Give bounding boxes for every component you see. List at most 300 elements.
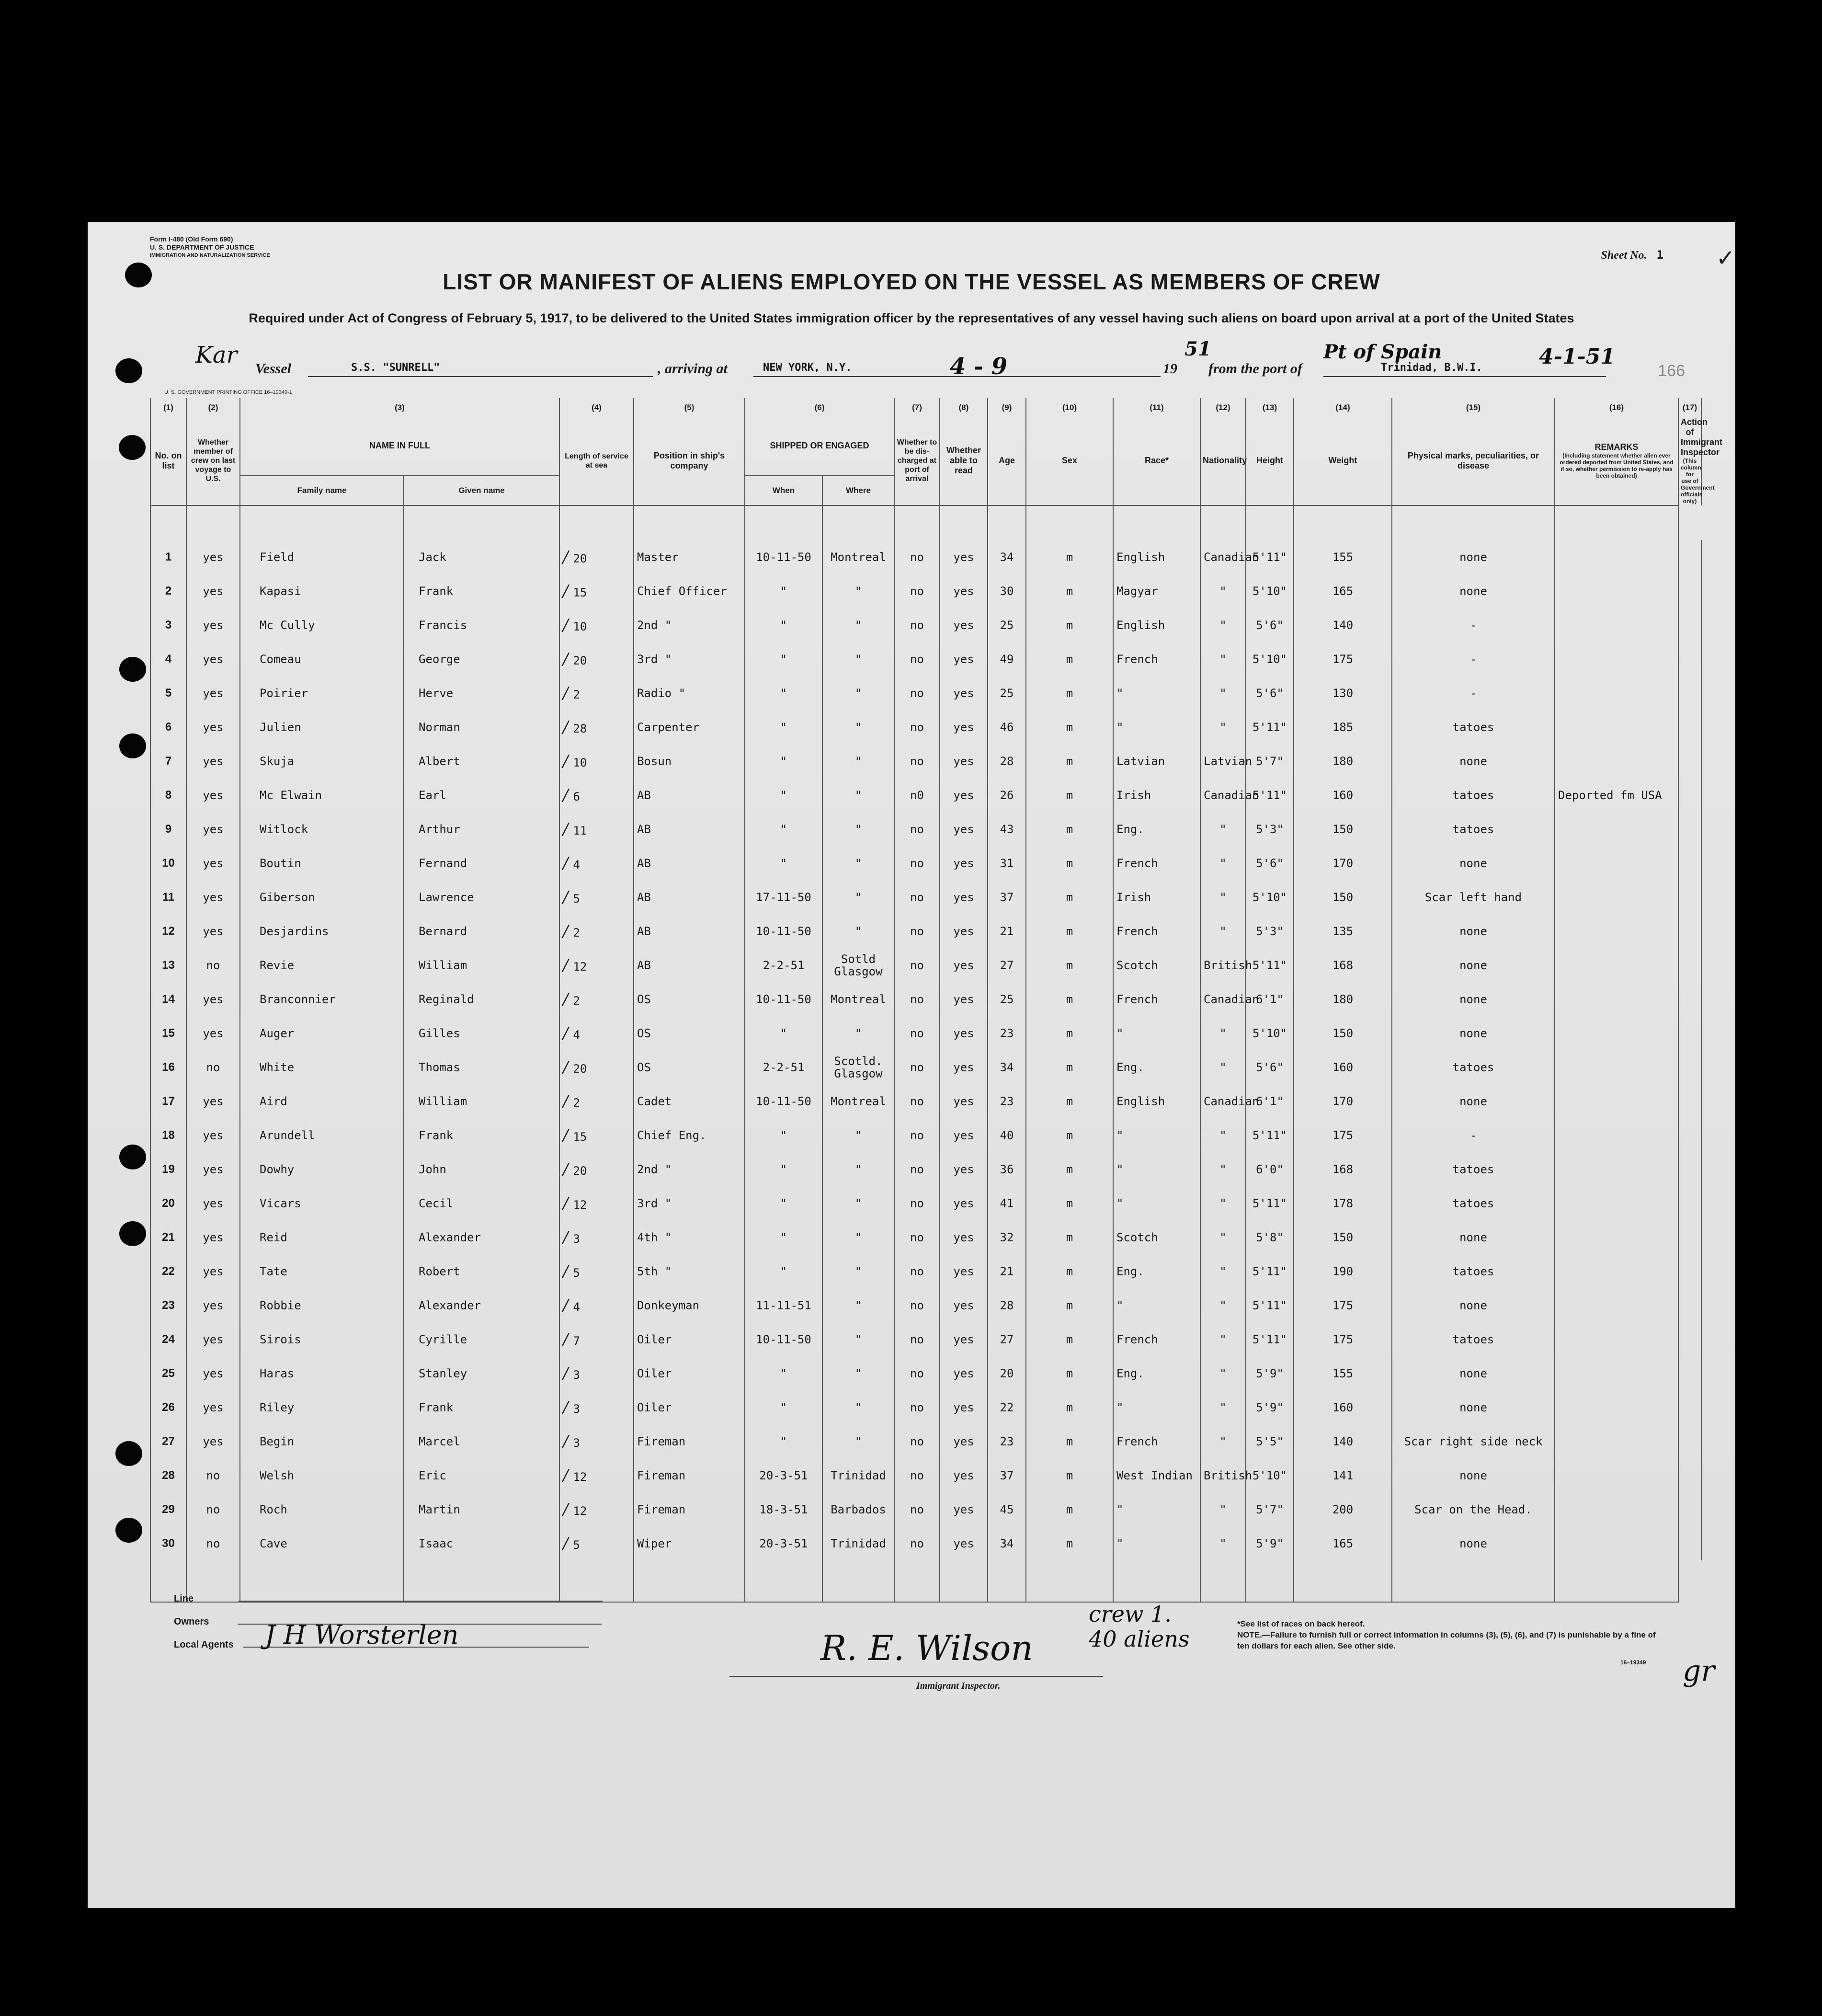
header-discharged: Whether to be dis-charged at port of arrival [894,416,940,505]
height: 5'10" [1246,1458,1294,1492]
given-name: Arthur [404,812,559,846]
age: 27 [988,1322,1026,1356]
age: 46 [988,710,1026,744]
race: " [1113,1186,1200,1220]
crew-row [150,540,1701,574]
header-whether-member: Whether member of crew on last voyage to U.S. [186,416,240,505]
position: 2nd " [634,608,745,642]
tick-mark-icon: / [563,1125,569,1145]
able-to-read: yes [940,1526,988,1560]
inspector-action [1678,948,1701,982]
crew-row [150,1016,1701,1050]
inspector-action [1678,1390,1701,1424]
nationality: " [1200,1050,1246,1084]
able-to-read: yes [940,1118,988,1152]
inspector-action [1678,1492,1701,1526]
tick-mark-icon: / [563,989,569,1009]
remarks [1555,540,1678,574]
service-years: 3 [573,1232,580,1246]
shipped-where: " [822,642,894,676]
family-name: Mc Cully [240,608,404,642]
shipped-where: " [822,1220,894,1254]
column-numbers-row [150,398,1701,416]
col-num: (5) [634,398,745,416]
remarks [1555,1084,1678,1118]
physical-marks: - [1392,642,1555,676]
service-years: 12 [573,960,587,974]
form-reference: 16–19349 [1620,1659,1646,1666]
given-name: John [404,1152,559,1186]
crew-row [150,1390,1701,1424]
inspector-action [1678,1118,1701,1152]
service-length [559,812,634,846]
remarks [1555,1016,1678,1050]
physical-marks: none [1392,1390,1555,1424]
able-to-read: yes [940,1186,988,1220]
shipped-where: Trinidad [822,1458,894,1492]
able-to-read: yes [940,1424,988,1458]
arriving-label: , arriving at [658,361,728,377]
height: 5'11" [1246,1254,1294,1288]
weight: 168 [1294,1152,1392,1186]
document-subtitle: Required under Act of Congress of February 5, 1917, to be delivered to the United States immigration officer by the representatives of any vessel having such aliens on board upon arrival at a port of the United States [249,311,1574,325]
position: Radio " [634,676,745,710]
discharged: no [894,812,940,846]
service-years: 3 [573,1368,580,1382]
sex: m [1026,778,1113,812]
remarks [1555,948,1678,982]
nationality: British [1200,948,1246,982]
crew-row [150,1322,1701,1356]
crew-member-last-voyage: no [186,948,240,982]
physical-marks: none [1392,1458,1555,1492]
shipped-when: " [745,846,822,880]
tick-mark-icon: / [563,1091,569,1111]
tick-mark-icon: / [563,1432,569,1451]
year-handwritten: 51 [1184,338,1211,360]
crew-member-last-voyage: yes [186,710,240,744]
weight: 170 [1294,1084,1392,1118]
shipped-when: 10-11-50 [745,1322,822,1356]
service-years: 28 [573,722,587,735]
nationality: " [1200,880,1246,914]
discharged: no [894,1288,940,1322]
shipped-when: 10-11-50 [745,1084,822,1118]
weight: 155 [1294,1356,1392,1390]
shipped-where: " [822,676,894,710]
shipped-when: " [745,1118,822,1152]
height: 5'5" [1246,1424,1294,1458]
document-title: LIST OR MANIFEST OF ALIENS EMPLOYED ON THE VESSEL AS MEMBERS OF CREW [443,269,1380,294]
nationality: " [1200,1424,1246,1458]
weight: 140 [1294,608,1392,642]
port-handwritten: Pt of Spain [1323,341,1442,363]
inspector-action [1678,914,1701,948]
shipped-when: 17-11-50 [745,880,822,914]
discharged: no [894,1220,940,1254]
age: 20 [988,1356,1026,1390]
able-to-read: yes [940,744,988,778]
header-height: Height [1246,416,1294,505]
service-length [559,1220,634,1254]
service-length [559,1084,634,1118]
age: 25 [988,676,1026,710]
height: 5'11" [1246,1288,1294,1322]
nationality: " [1200,1186,1246,1220]
row-number: 2 [150,574,186,608]
crew-row [150,1050,1701,1084]
weight: 178 [1294,1186,1392,1220]
tick-mark-icon: / [563,887,569,907]
weight: 150 [1294,1220,1392,1254]
weight: 130 [1294,676,1392,710]
height: 5'6" [1246,1050,1294,1084]
height: 5'10" [1246,642,1294,676]
given-name: Frank [404,1390,559,1424]
tick-mark-icon: / [563,853,569,873]
crew-member-last-voyage: no [186,1492,240,1526]
position: Fireman [634,1492,745,1526]
col-num: (10) [1026,398,1113,416]
position: AB [634,812,745,846]
shipped-when: " [745,1186,822,1220]
shipped-where: " [822,608,894,642]
crew-row [150,574,1701,608]
remarks [1555,1050,1678,1084]
position: AB [634,846,745,880]
tick-mark-icon: / [563,955,569,975]
shipped-where: " [822,1152,894,1186]
crew-member-last-voyage: yes [186,1288,240,1322]
inspector-action [1678,880,1701,914]
shipped-when: 20-3-51 [745,1458,822,1492]
crew-member-last-voyage: yes [186,880,240,914]
height: 5'3" [1246,914,1294,948]
year-prefix: 19 [1163,361,1177,377]
remarks [1555,1254,1678,1288]
nationality: " [1200,1390,1246,1424]
position: Chief Officer [634,574,745,608]
discharged: no [894,574,940,608]
discharged: no [894,710,940,744]
given-name: Albert [404,744,559,778]
able-to-read: yes [940,914,988,948]
shipped-where: " [822,1390,894,1424]
age: 34 [988,540,1026,574]
service-years: 2 [573,994,580,1008]
physical-marks: Scar left hand [1392,880,1555,914]
age: 34 [988,1526,1026,1560]
race: " [1113,1526,1200,1560]
family-name: Auger [240,1016,404,1050]
crew-row [150,1492,1701,1526]
shipped-where: " [822,574,894,608]
col-num: (1) [150,398,186,416]
service-years: 7 [573,1334,580,1348]
given-name: Francis [404,608,559,642]
action-note: (This column for use of Government officials only) [1681,458,1715,504]
tick-mark-icon: / [563,1534,569,1553]
sex: m [1026,948,1113,982]
able-to-read: yes [940,608,988,642]
row-number: 20 [150,1186,186,1220]
inspector-action [1678,982,1701,1016]
physical-marks: - [1392,1118,1555,1152]
family-name: Riley [240,1390,404,1424]
race: West Indian [1113,1458,1200,1492]
weight: 150 [1294,812,1392,846]
crew-member-last-voyage: yes [186,1152,240,1186]
nationality: " [1200,812,1246,846]
header-no-on-list: No. on list [150,416,186,505]
service-years: 12 [573,1470,587,1484]
given-name: Alexander [404,1288,559,1322]
shipped-where: " [822,1254,894,1288]
remarks [1555,1424,1678,1458]
punch-hole [115,1441,142,1466]
race: Eng. [1113,812,1200,846]
penalty-note: NOTE.—Failure to furnish full or correct information in columns (3), (5), (6), and (7) is punishable by a fine of ten dollars for each alien. See other side. [1237,1630,1656,1650]
physical-marks: tatoes [1392,1186,1555,1220]
discharged: no [894,846,940,880]
service-years: 4 [573,858,580,871]
col-num: (13) [1246,398,1294,416]
race: " [1113,1118,1200,1152]
col-num: (17) [1678,398,1701,416]
race: French [1113,1424,1200,1458]
age: 41 [988,1186,1026,1220]
able-to-read: yes [940,1152,988,1186]
sex: m [1026,914,1113,948]
crew-row [150,778,1701,812]
header-length-service: Length of service at sea [559,416,634,505]
crew-manifest-table [150,398,1723,1603]
tick-mark-icon: / [563,649,569,669]
col-num: (6) [745,398,894,416]
weight: 168 [1294,948,1392,982]
shipped-where: " [822,1016,894,1050]
position: OS [634,1050,745,1084]
family-name: Desjardins [240,914,404,948]
family-name: Haras [240,1356,404,1390]
shipped-where: " [822,1288,894,1322]
able-to-read: yes [940,1220,988,1254]
family-name: Tate [240,1254,404,1288]
sex: m [1026,1390,1113,1424]
remarks [1555,1492,1678,1526]
race: " [1113,710,1200,744]
service-length [559,1356,634,1390]
col-num: (9) [988,398,1026,416]
shipped-when: " [745,676,822,710]
family-name: Skuja [240,744,404,778]
sex: m [1026,1186,1113,1220]
given-name: George [404,642,559,676]
race: Latvian [1113,744,1200,778]
physical-marks: none [1392,540,1555,574]
position: Chief Eng. [634,1118,745,1152]
shipped-where: Montreal [822,540,894,574]
discharged: no [894,1254,940,1288]
given-name: Cyrille [404,1322,559,1356]
crew-row [150,982,1701,1016]
family-name: Arundell [240,1118,404,1152]
inspector-action [1678,710,1701,744]
race: " [1113,1390,1200,1424]
age: 25 [988,608,1026,642]
col-num: (11) [1113,398,1200,416]
age: 21 [988,1254,1026,1288]
race: Eng. [1113,1254,1200,1288]
service-length [559,1288,634,1322]
header-row [150,416,1701,476]
race: " [1113,1492,1200,1526]
family-name: Comeau [240,642,404,676]
weight: 140 [1294,1424,1392,1458]
given-name: Thomas [404,1050,559,1084]
position: 3rd " [634,1186,745,1220]
shipped-where: Montreal [822,1084,894,1118]
able-to-read: yes [940,948,988,982]
shipped-when: " [745,642,822,676]
family-name: Aird [240,1084,404,1118]
able-to-read: yes [940,1458,988,1492]
able-to-read: yes [940,1288,988,1322]
position: Oiler [634,1390,745,1424]
height: 5'11" [1246,1118,1294,1152]
height: 5'6" [1246,608,1294,642]
discharged: no [894,1050,940,1084]
weight: 175 [1294,1322,1392,1356]
crew-member-last-voyage: no [186,1458,240,1492]
physical-marks: none [1392,982,1555,1016]
crew-row [150,642,1701,676]
crew-member-last-voyage: no [186,1050,240,1084]
race: Irish [1113,880,1200,914]
able-to-read: yes [940,710,988,744]
race: " [1113,1152,1200,1186]
discharged: no [894,1016,940,1050]
row-number: 24 [150,1322,186,1356]
family-name: Robbie [240,1288,404,1322]
remarks [1555,710,1678,744]
vessel-label: Vessel [255,361,291,377]
remarks [1555,982,1678,1016]
tick-mark-icon: / [563,717,569,737]
family-name: Roch [240,1492,404,1526]
weight: 170 [1294,846,1392,880]
crew-member-last-voyage: yes [186,1220,240,1254]
able-to-read: yes [940,1492,988,1526]
physical-marks: tatoes [1392,778,1555,812]
sex: m [1026,1322,1113,1356]
service-length [559,710,634,744]
family-name: Revie [240,948,404,982]
sheet-number-label: Sheet No. [1601,249,1647,262]
row-number: 15 [150,1016,186,1050]
sex: m [1026,642,1113,676]
shipped-when: " [745,778,822,812]
crew-row [150,608,1701,642]
shipped-when: 2-2-51 [745,1050,822,1084]
able-to-read: yes [940,1356,988,1390]
age: 27 [988,948,1026,982]
remarks [1555,676,1678,710]
remarks-title: REMARKS [1594,442,1639,452]
inspector-action [1678,1322,1701,1356]
able-to-read: yes [940,982,988,1016]
height: 5'11" [1246,1322,1294,1356]
shipped-when: " [745,1016,822,1050]
punch-hole [115,1518,142,1543]
race: " [1113,1288,1200,1322]
age: 40 [988,1118,1026,1152]
crew-row [150,1220,1701,1254]
position: Fireman [634,1458,745,1492]
height: 5'11" [1246,710,1294,744]
discharged: no [894,540,940,574]
sheet-number-value: 1 [1656,248,1663,262]
row-number: 11 [150,880,186,914]
discharged: no [894,1526,940,1560]
shipped-where: " [822,1424,894,1458]
crew-row [150,1186,1701,1220]
owners-label: Owners [174,1616,209,1627]
weight: 180 [1294,982,1392,1016]
height: 5'11" [1246,778,1294,812]
crew-row [150,1458,1701,1492]
service-length [559,1254,634,1288]
position: Donkeyman [634,1288,745,1322]
row-number: 9 [150,812,186,846]
weight: 185 [1294,710,1392,744]
sex: m [1026,1356,1113,1390]
nationality: " [1200,1016,1246,1050]
crew-member-last-voyage: yes [186,1356,240,1390]
shipped-where: " [822,778,894,812]
tick-mark-icon: / [563,581,569,601]
tick-mark-icon: / [563,683,569,703]
weight: 141 [1294,1458,1392,1492]
crew-member-last-voyage: yes [186,812,240,846]
position: Master [634,540,745,574]
crew-rows [150,540,1701,1560]
inspector-action [1678,846,1701,880]
race: " [1113,1016,1200,1050]
row-number: 8 [150,778,186,812]
discharged: no [894,676,940,710]
height: 5'11" [1246,540,1294,574]
service-years: 15 [573,585,587,599]
shipped-where: " [822,1118,894,1152]
crew-row [150,1356,1701,1390]
age: 28 [988,744,1026,778]
position: OS [634,1016,745,1050]
crew-member-last-voyage: yes [186,608,240,642]
row-number: 26 [150,1390,186,1424]
service-years: 20 [573,1164,587,1178]
nationality: " [1200,608,1246,642]
age: 23 [988,1084,1026,1118]
col-num: (2) [186,398,240,416]
header-action [1678,416,1723,505]
inspector-action [1678,1288,1701,1322]
row-number: 4 [150,642,186,676]
header-weight: Weight [1294,416,1392,505]
remarks [1555,1220,1678,1254]
discharged: no [894,1186,940,1220]
crew-row [150,1152,1701,1186]
